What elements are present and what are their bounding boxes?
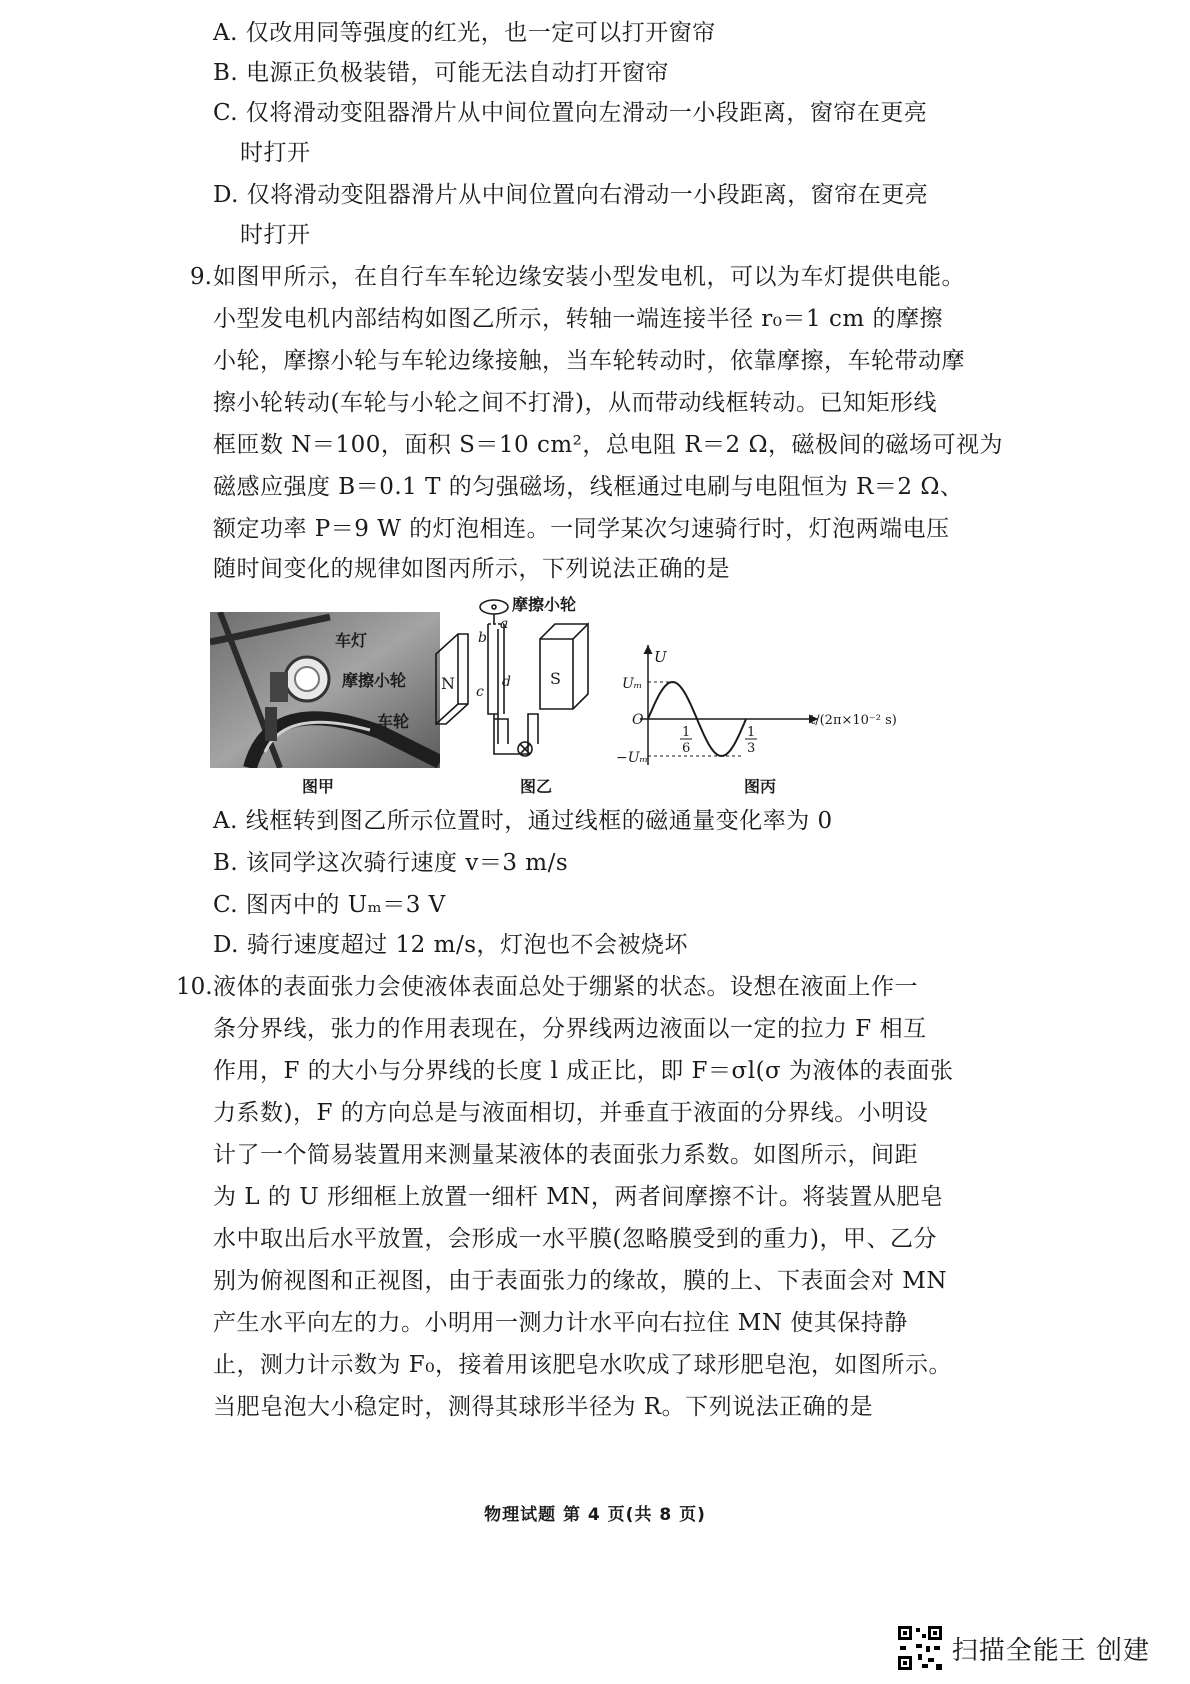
bing-negUm-label: −Uₘ [616, 750, 649, 766]
q10-line-3: 作用，F 的大小与分界线的长度 l 成正比，即 F＝σl(σ 为液体的表面张 [213, 1058, 954, 1084]
q9-line-3: 小轮，摩擦小轮与车轮边缘接触，当车轮转动时，依靠摩擦，车轮带动摩 [213, 348, 965, 374]
figure-yi-generator [428, 594, 608, 764]
scanner-label: 扫描全能王 创建 [951, 1635, 1150, 1666]
yi-c-label: c [476, 684, 484, 700]
q9-line-2: 小型发电机内部结构如图乙所示，转轴一端连接半径 r₀＝1 cm 的摩擦 [213, 306, 943, 332]
q10-line-1: 液体的表面张力会使液体表面总处于绷紧的状态。设想在液面上作一 [213, 974, 918, 1000]
q9-line-7: 额定功率 P＝9 W 的灯泡相连。一同学某次匀速骑行时，灯泡两端电压 [213, 516, 950, 542]
q9-number: 9. [190, 264, 212, 290]
scanner-watermark [896, 1624, 1150, 1672]
q8-option-d-cont: 时打开 [240, 222, 311, 248]
q10-line-4: 力系数)，F 的方向总是与液面相切，并垂直于液面的分界线。小明设 [213, 1100, 929, 1126]
q10-line-9: 产生水平向左的力。小明用一测力计水平向右拉住 MN 使其保持静 [213, 1310, 908, 1336]
q9-line-6: 磁感应强度 B＝0.1 T 的匀强磁场，线框通过电刷与电阻恒为 R＝2 Ω、 [213, 474, 964, 500]
q10-line-6: 为 L 的 U 形细框上放置一细杆 MN，两者间摩擦不计。将装置从肥皂 [213, 1184, 944, 1210]
yi-S-label: S [550, 669, 561, 688]
jia-wheel-label: 车轮 [377, 712, 410, 731]
q9-option-c: C. 图丙中的 Uₘ＝3 V [213, 892, 446, 918]
q9-option-a: A. 线框转到图乙所示位置时，通过线框的磁通量变化率为 0 [213, 808, 833, 834]
bing-U-label: U [654, 648, 667, 666]
yi-N-label: N [441, 674, 455, 693]
q9-line-5: 框匝数 N＝100，面积 S＝10 cm²，总电阻 R＝2 Ω，磁极间的磁场可视为 [213, 432, 1004, 458]
jia-roller-label: 摩擦小轮 [342, 671, 407, 690]
q10-line-11: 当肥皂泡大小稳定时，测得其球形半径为 R。下列说法正确的是 [213, 1394, 874, 1420]
yi-a-label: a [500, 616, 509, 632]
generator-diagram [428, 594, 608, 764]
yi-b-label: b [478, 630, 487, 646]
bing-Um-label: Uₘ [622, 676, 643, 692]
q10-line-10: 止，测力计示数为 F₀，接着用该肥皂水吹成了球形肥皂泡，如图所示。 [213, 1352, 952, 1378]
q9-line-1: 如图甲所示，在自行车车轮边缘安装小型发电机，可以为车灯提供电能。 [213, 264, 965, 290]
bing-t-axis-label: t/(2π×10⁻² s) [810, 713, 897, 728]
figure-bing-caption: 图丙 [744, 777, 777, 796]
bing-tick-1-3-den: 3 [747, 741, 756, 756]
figure-jia-photo [210, 612, 440, 768]
q10-line-5: 计了一个简易装置用来测量某液体的表面张力系数。如图所示，间距 [213, 1142, 918, 1168]
q10-line-7: 水中取出后水平放置，会形成一水平膜(忽略膜受到的重力)，甲、乙分 [213, 1226, 937, 1252]
voltage-time-graph [610, 640, 910, 770]
q8-option-a: A. 仅改用同等强度的红光，也一定可以打开窗帘 [213, 20, 716, 46]
q10-number: 10. [176, 974, 213, 1000]
q9-line-8: 随时间变化的规律如图丙所示，下列说法正确的是 [213, 556, 730, 582]
figure-jia-caption: 图甲 [302, 777, 335, 796]
q8-option-c: C. 仅将滑动变阻器滑片从中间位置向左滑动一小段距离，窗帘在更亮 [213, 100, 928, 126]
qr-code-icon [896, 1624, 944, 1672]
page-footer: 物理试题 第 4 页(共 8 页) [484, 1505, 706, 1525]
q9-option-d: D. 骑行速度超过 12 m/s，灯泡也不会被烧坏 [213, 932, 688, 958]
yi-d-label: d [502, 674, 511, 690]
q8-option-c-cont: 时打开 [240, 140, 311, 166]
bing-tick-1-6-den: 6 [682, 741, 691, 756]
bing-O-label: O [632, 712, 644, 728]
bing-tick-1-6-num: 1 [682, 725, 691, 740]
q8-option-d: D. 仅将滑动变阻器滑片从中间位置向右滑动一小段距离，窗帘在更亮 [213, 182, 929, 208]
q9-line-4: 擦小轮转动(车轮与小轮之间不打滑)，从而带动线框转动。已知矩形线 [213, 390, 937, 416]
q9-option-b: B. 该同学这次骑行速度 v＝3 m/s [213, 850, 569, 876]
q10-line-8: 别为俯视图和正视图，由于表面张力的缘故，膜的上、下表面会对 MN [213, 1268, 947, 1294]
yi-roller-label: 摩擦小轮 [512, 595, 577, 614]
figure-bing-graph [610, 640, 910, 770]
q10-line-2: 条分界线，张力的作用表现在，分界线两边液面以一定的拉力 F 相互 [213, 1016, 927, 1042]
bing-tick-1-3-num: 1 [747, 725, 756, 740]
jia-lamp-label: 车灯 [335, 631, 368, 650]
figure-yi-caption: 图乙 [520, 777, 553, 796]
q8-option-b: B. 电源正负极装错，可能无法自动打开窗帘 [213, 60, 670, 86]
